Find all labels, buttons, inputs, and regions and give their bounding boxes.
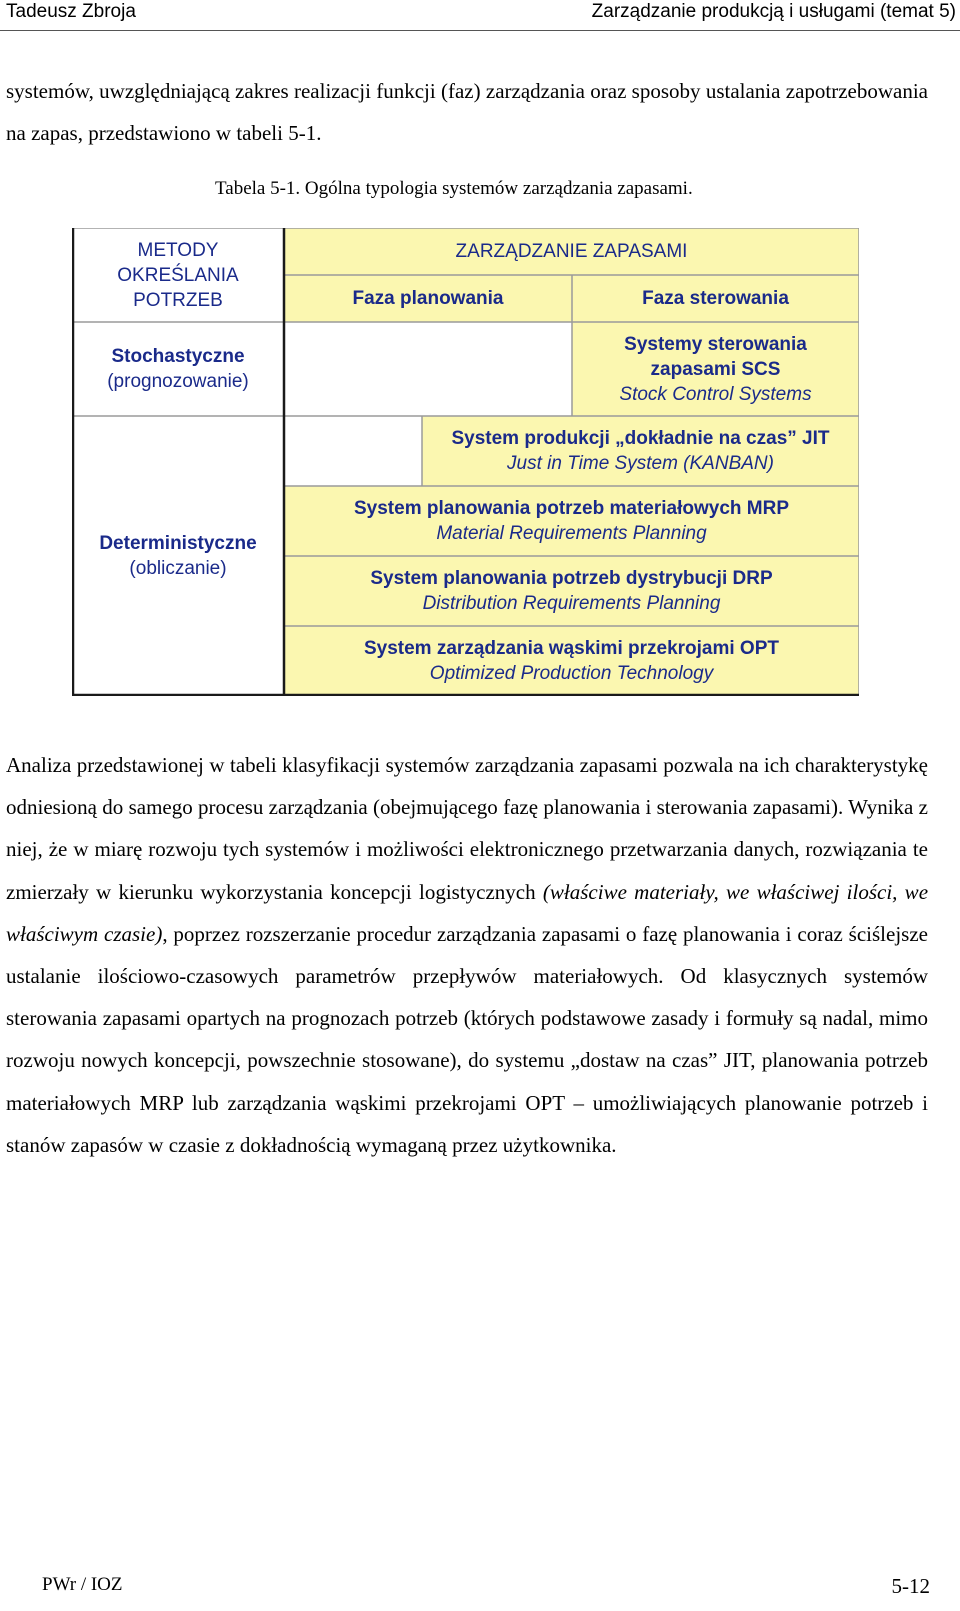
intro-paragraph: systemów, uwzględniającą zakres realizacji funkcji (faz) zarządzania oraz sposoby ustalania zapotrzebowania na zapas, przedstawiono w tabeli 5-1. xyxy=(6,79,928,145)
author-name: Tadeusz Zbroja xyxy=(6,1,136,22)
control-phase-label: Faza sterowania xyxy=(642,288,789,309)
methods-header-line1: METODY xyxy=(137,239,219,261)
footer-left: PWr / IOZ xyxy=(42,1574,123,1595)
jit-polish: System produkcji „dokładnie na czas” JIT xyxy=(451,428,830,449)
analysis-paragraph xyxy=(6,744,928,1166)
analysis-italic: (właściwe materiały, we właściwej ilości, we właściwym czasie) xyxy=(6,879,929,946)
course-title: Zarządzanie produkcją i usługami (temat 5) xyxy=(591,1,956,22)
planning-phase-label: Faza planowania xyxy=(352,288,504,309)
table-caption: Tabela 5-1. Ogólna typologia systemów zarządzania zapasami. xyxy=(215,178,693,199)
inventory-systems-table xyxy=(72,228,859,696)
scs-line1: Systemy sterowania xyxy=(624,333,807,355)
scs-line2: zapasami SCS xyxy=(650,358,781,380)
scs-english: Stock Control Systems xyxy=(619,383,812,405)
methods-header-line2: OKREŚLANIA xyxy=(117,264,239,286)
page-number: 5-12 xyxy=(891,1574,930,1598)
table-grid xyxy=(72,228,859,696)
mrp-polish: System planowania potrzeb materiałowych MRP xyxy=(354,498,789,519)
drp-polish: System planowania potrzeb dystrybucji DRP xyxy=(370,568,773,589)
mrp-english: Material Requirements Planning xyxy=(436,523,707,544)
stochastic-sublabel: (prognozowanie) xyxy=(107,371,249,392)
opt-polish: System zarządzania wąskimi przekrojami OPT xyxy=(363,638,779,659)
analysis-part1: Analiza przedstawionej w tabeli klasyfikacji systemów zarządzania zapasami pozwala na ich charakterystykę odniesioną do samego procesu zarządzania (obejmującego fazę planowania i sterowania zapasami). Wynika z niej, że w miarę rozwoju tych systemów i możliwości elektronicznego przetwarzania danych, rozwiązania te zmierzały w kierunku wykorzystania koncepcji logistycznych xyxy=(6,753,928,904)
drp-english: Distribution Requirements Planning xyxy=(422,593,721,614)
stochastic-label: Stochastyczne xyxy=(111,346,245,367)
management-header: ZARZĄDZANIE ZAPASAMI xyxy=(455,241,688,262)
deterministic-sublabel: (obliczanie) xyxy=(129,558,227,579)
page-header xyxy=(0,0,960,31)
analysis-part2: , poprzez rozszerzanie procedur zarządzania zapasami o fazę planowania i coraz ściślejsze ustalanie ilościowo-czasowych parametrów przepływów materiałowych. Od klasycznych systemów sterowania zapasami opartych na prognozach potrzeb (których podstawowe zasady i formuły są nadal, mimo rozwoju nowych koncepcji, powszechnie stosowane), do systemu „dostaw na czas” JIT, planowania potrzeb materiałowych MRP lub zarządzania wąskimi przekrojami OPT – umożliwiających planowanie potrzeb i stanów zapasów w czasie z dokładnością wymaganą przez użytkownika. xyxy=(6,921,928,1157)
opt-english: Optimized Production Technology xyxy=(429,663,714,684)
jit-english: Just in Time System (KANBAN) xyxy=(507,453,774,474)
methods-header-line3: POTRZEB xyxy=(133,289,223,311)
deterministic-label: Deterministyczne xyxy=(99,533,257,554)
